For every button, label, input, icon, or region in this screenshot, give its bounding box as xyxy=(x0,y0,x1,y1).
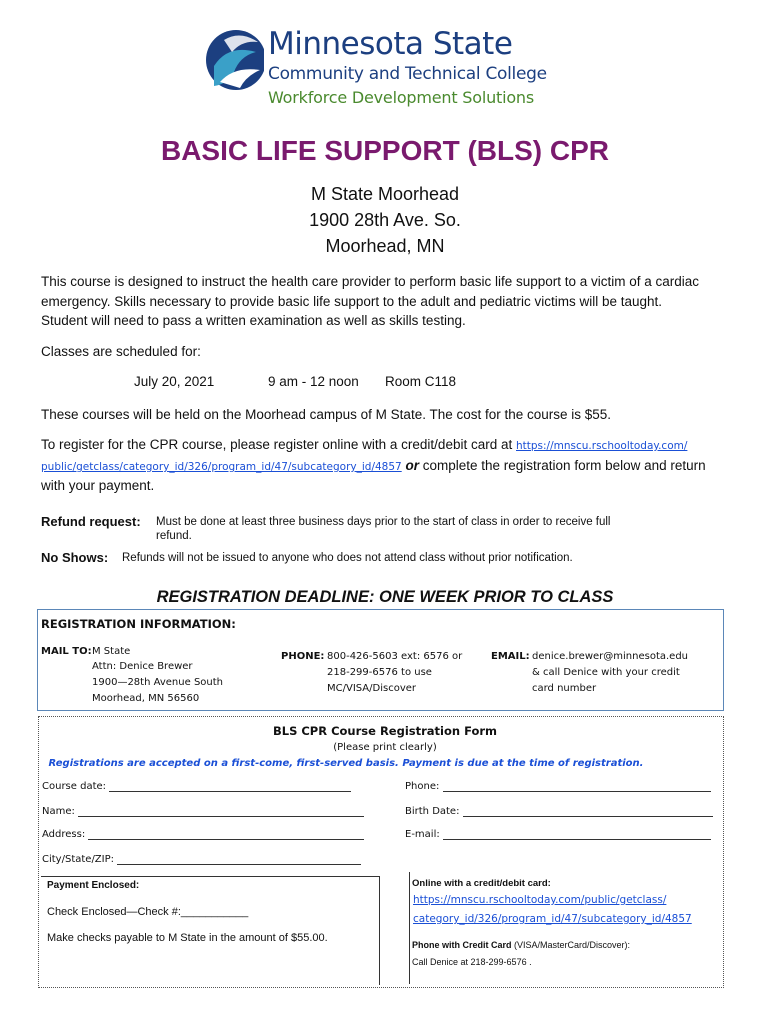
register-link[interactable]: https://mnscu.rschooltoday.com/ xyxy=(516,440,688,452)
check-number-field[interactable]: Check Enclosed—Check #:___________ xyxy=(47,906,249,918)
mail-label: MAIL TO: xyxy=(41,646,92,657)
make-checks-text: Make checks payable to M State in the amount of $55.00. xyxy=(47,932,328,944)
schedule-label: Classes are scheduled for: xyxy=(41,344,201,359)
city-state-zip-field[interactable]: City/State/ZIP: xyxy=(42,854,361,865)
course-date-field[interactable]: Course date: xyxy=(42,781,351,792)
register-link-continued[interactable]: public/getclass/category_id/326/program_id/47/subcategory_id/4857 xyxy=(41,461,402,473)
phone-label: PHONE: xyxy=(281,651,325,662)
noshow-label: No Shows: xyxy=(41,550,109,565)
registration-deadline: REGISTRATION DEADLINE: ONE WEEK PRIOR TO CLASS xyxy=(156,588,614,606)
address-field[interactable]: Address: xyxy=(42,829,364,840)
logo-line-1: Minnesota State xyxy=(268,26,513,62)
email-line-1: denice.brewer@minnesota.edu xyxy=(532,651,689,662)
form-title: BLS CPR Course Registration Form xyxy=(272,724,498,738)
refund-text-2: refund. xyxy=(156,530,192,542)
birth-date-field[interactable]: Birth Date: xyxy=(405,806,713,817)
email-label: EMAIL: xyxy=(491,651,530,662)
online-link-2[interactable]: category_id/326/program_id/47/subcategory_id/4857 xyxy=(413,913,692,925)
reginfo-heading: REGISTRATION INFORMATION: xyxy=(41,617,236,631)
email-line-3: card number xyxy=(532,683,597,694)
mail-line-4: Moorhead, MN 56560 xyxy=(92,693,200,704)
noshow-text: Refunds will not be issued to anyone who does not attend class without prior notification. xyxy=(122,552,573,564)
logo-line-2: Community and Technical College xyxy=(268,64,547,84)
email-line-2: & call Denice with your credit xyxy=(532,667,680,678)
register-line-2: public/getclass/category_id/326/program_id/47/subcategory_id/4857 or complete the registration form below and return xyxy=(41,458,706,473)
mail-line-2: Attn: Denice Brewer xyxy=(92,661,193,672)
form-notice: Registrations are accepted on a first-come, first-served basis. Payment is due at the time of registration. xyxy=(48,758,644,769)
location-line-2: 1900 28th Ave. So. xyxy=(309,210,461,230)
location-line-3: Moorhead, MN xyxy=(325,236,445,256)
register-line-1: To register for the CPR course, please register online with a credit/debit card at https://mnscu.rschooltoday.com/ xyxy=(41,437,688,452)
phone-line-2: 218-299-6576 to use xyxy=(327,667,432,678)
phone-field[interactable]: Phone: xyxy=(405,781,711,792)
refund-text-1: Must be done at least three business days prior to the start of class in order to receive full xyxy=(156,516,611,528)
call-denice-text: Call Denice at 218-299-6576 . xyxy=(412,957,532,967)
register-line-3: with your payment. xyxy=(41,478,155,493)
schedule-room: Room C118 xyxy=(385,374,457,389)
phone-line-3: MC/VISA/Discover xyxy=(327,683,416,694)
schedule-time: 9 am - 12 noon xyxy=(268,374,359,389)
intro-paragraph: This course is designed to instruct the health care provider to perform basic life support to a victim of a cardiac emergency. Skills necessary to provide basic life support to the adult and pediatric victims will be taught. Student will need to pass a written examination as well as skills testing. xyxy=(41,274,700,328)
college-logo-mark xyxy=(204,26,264,110)
schedule-date: July 20, 2021 xyxy=(134,374,215,389)
online-label: Online with a credit/debit card: xyxy=(412,878,551,889)
mail-line-1: M State xyxy=(92,646,131,657)
page-title: BASIC LIFE SUPPORT (BLS) CPR xyxy=(160,135,609,166)
refund-label: Refund request: xyxy=(41,514,141,529)
phone-line-1: 800-426-5603 ext: 6576 or xyxy=(327,651,463,662)
name-field[interactable]: Name: xyxy=(42,806,364,817)
mail-line-3: 1900—28th Avenue South xyxy=(92,677,224,688)
payment-box xyxy=(41,876,380,985)
online-link-1[interactable]: https://mnscu.rschooltoday.com/public/getclass/ xyxy=(413,894,667,906)
location-line-1: M State Moorhead xyxy=(310,184,460,204)
logo-line-3: Workforce Development Solutions xyxy=(268,88,535,107)
form-subtitle: (Please print clearly) xyxy=(333,742,437,753)
cost-text: These courses will be held on the Moorhead campus of M State. The cost for the course is $55. xyxy=(41,407,612,422)
email-field[interactable]: E-mail: xyxy=(405,829,711,840)
phone-credit-card-line: Phone with Credit Card (VISA/MasterCard/Discover): xyxy=(412,940,631,950)
payment-label: Payment Enclosed: xyxy=(47,880,140,891)
